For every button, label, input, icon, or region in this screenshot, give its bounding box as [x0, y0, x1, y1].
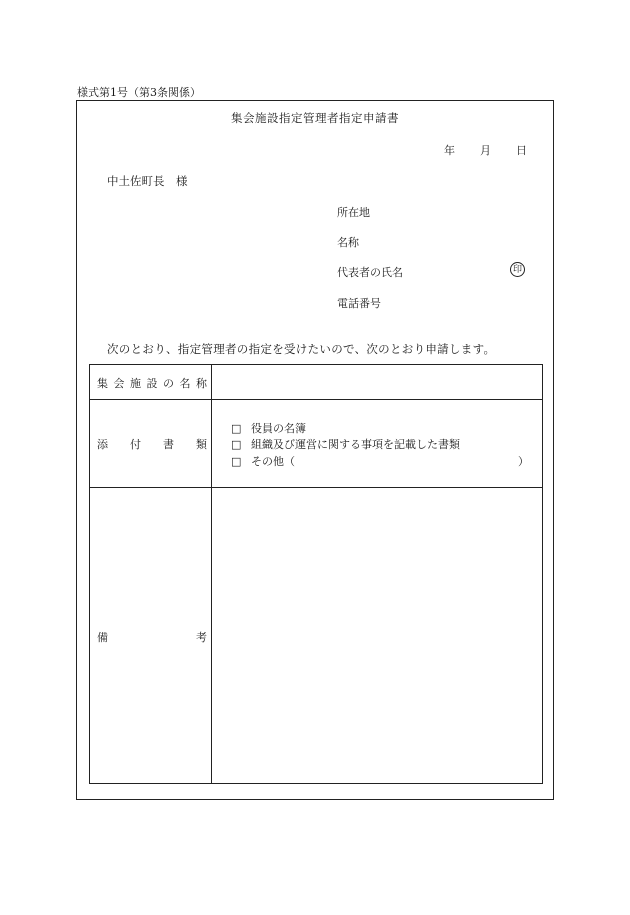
addressee: 中土佐町長 様	[107, 174, 188, 188]
facility-name-field[interactable]	[215, 368, 539, 396]
checkbox[interactable]: □	[231, 455, 242, 468]
form-code: 様式第1号（第3条関係）	[77, 86, 201, 99]
application-statement: 次のとおり、指定管理者の指定を受けたいので、次のとおり申請します。	[107, 342, 496, 356]
document-title: 集会施設指定管理者指定申請書	[231, 111, 399, 125]
date-day-label: 日	[516, 144, 527, 157]
attachments-label: 添 付 書 類	[97, 438, 207, 451]
other-close-paren: ）	[518, 455, 529, 468]
date-year-label: 年	[444, 144, 455, 157]
checkbox[interactable]: □	[231, 422, 242, 435]
phone-label: 電話番号	[337, 297, 381, 310]
remarks-field[interactable]	[215, 491, 539, 780]
attachment-option-officers[interactable]: □ 役員の名簿	[231, 422, 306, 435]
name-label: 名称	[337, 236, 359, 249]
seal-mark: 印	[510, 262, 525, 277]
attachment-option-organization[interactable]: □ 組織及び運営に関する事項を記載した書類	[231, 438, 460, 451]
location-label: 所在地	[337, 206, 370, 219]
table-divider	[89, 487, 543, 488]
facility-name-label: 集 会 施 設 の 名 称	[97, 377, 207, 390]
table-column-divider	[211, 364, 212, 784]
remarks-label: 備 考	[97, 631, 207, 644]
table-divider	[89, 399, 543, 400]
checkbox[interactable]: □	[231, 438, 242, 451]
attachment-option-other[interactable]: □ その他（	[231, 455, 295, 468]
representative-label: 代表者の氏名	[337, 266, 403, 279]
date-month-label: 月	[480, 144, 491, 157]
